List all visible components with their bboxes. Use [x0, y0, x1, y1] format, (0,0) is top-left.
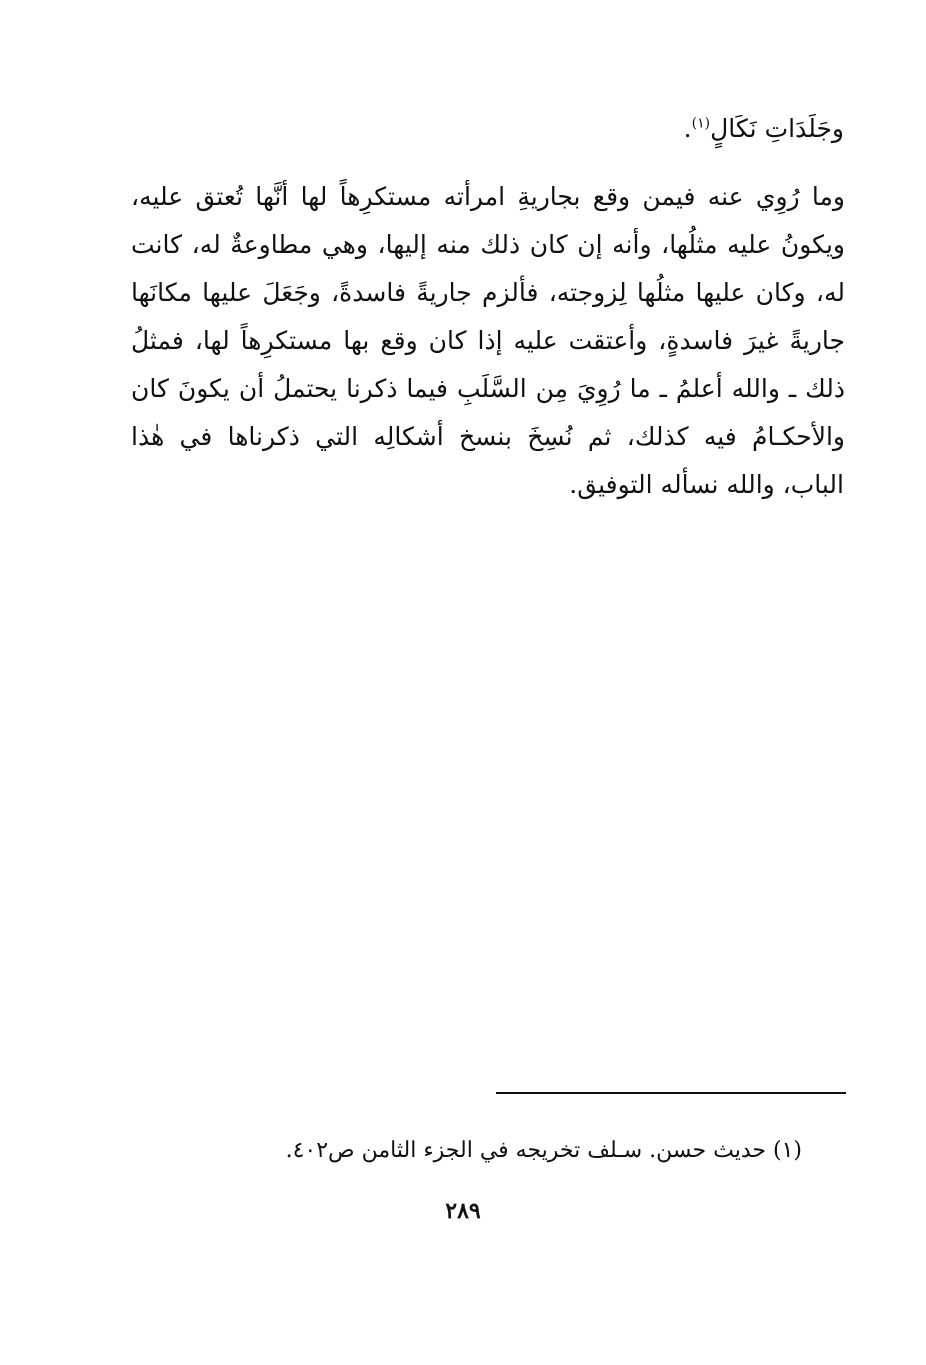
paragraph-line: له، وكان عليها مثلُها لِزوجته، فألزم جاريةً فاسدةً، وجَعَلَ عليها مكانَها [131, 278, 845, 307]
footnote: (١) حديث حسن. سـلف تخريجه في الجزء الثامن ص٤٠٢. [285, 1138, 802, 1163]
opening-line-end: . [683, 114, 692, 143]
paragraph-line: جاريةً غيرَ فاسدةٍ، وأعتقت عليه إذا كان وقع بها مستكرِهاً لها، فمثلُ [131, 326, 845, 355]
footnote-reference: (١) [691, 115, 711, 132]
paragraph-line: والأحكـامُ فيه كذلك، ثم نُسِخَ بنسخ أشكالِه التي ذكرناها في هٰذا [131, 422, 845, 451]
paragraph-line: ذلك ـ والله أعلمُ ـ ما رُوِيَ مِن السَّلَبِ فيما ذكرنا يحتملُ أن يكونَ كان [131, 374, 845, 403]
opening-line-text: وجَلَدَاتِ نَكَالٍ [710, 114, 844, 143]
footnote-separator [496, 1092, 846, 1094]
paragraph-line: ويكونُ عليه مثلُها، وأنه إن كان ذلك منه إليها، وهي مطاوعةٌ له، كانت [131, 230, 845, 259]
opening-line [684, 112, 844, 146]
paragraph-last-line: الباب، والله نسأله التوفيق. [569, 470, 844, 499]
paragraph-line: وما رُوِي عنه فيمن وقع بجاريةِ امرأته مستكرِهاً لها أنَّها تُعتق عليه، [131, 182, 845, 211]
page-number: ٢٨٩ [445, 1198, 481, 1224]
